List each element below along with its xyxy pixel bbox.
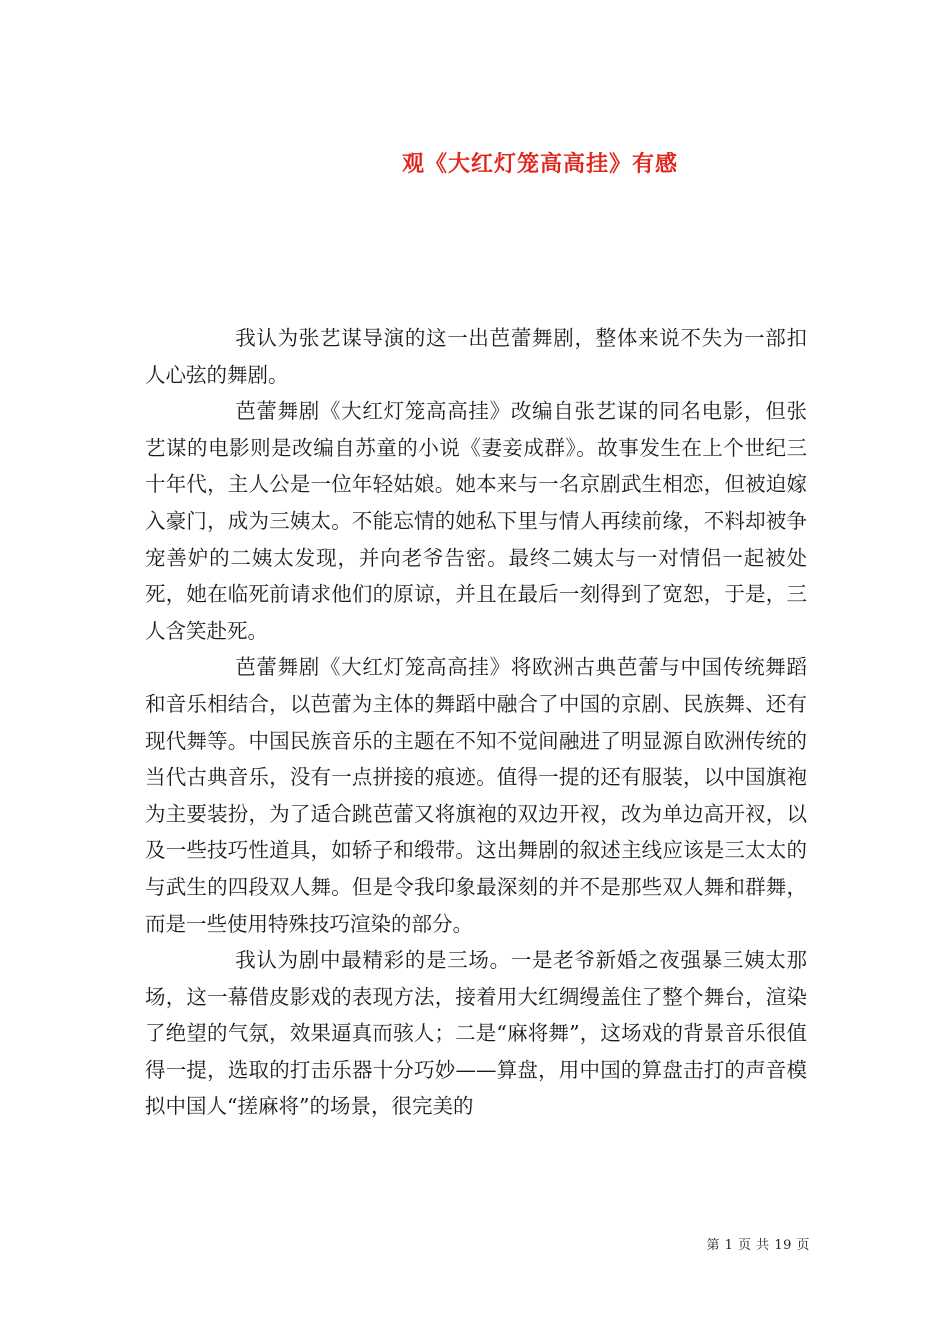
document-body [145,320,807,1125]
paragraph-style: 芭蕾舞剧《大红灯笼高高挂》将欧洲古典芭蕾与中国传统舞蹈和音乐相结合，以芭蕾为主体的舞蹈中融合了中国的京剧、民族舞、还有现代舞等。中国民族音乐的主题在不知不觉间融进了明显源自欧洲传统的当代古典音乐，没有一点拼接的痕迹。值得一提的还有服装，以中国旗袍为主要装扮，为了适合跳芭蕾又将旗袍的双边开衩，改为单边高开衩，以及一些技巧性道具，如轿子和缎带。这出舞剧的叙述主线应该是三太太的与武生的四段双人舞。但是令我印象最深刻的并不是那些双人舞和群舞，而是一些使用特殊技巧渲染的部分。 [145,655,807,936]
paragraph-plot: 芭蕾舞剧《大红灯笼高高挂》改编自张艺谋的同名电影，但张艺谋的电影则是改编自苏童的小说《妻妾成群》。故事发生在上个世纪三十年代，主人公是一位年轻姑娘。她本来与一名京剧武生相恋，但被迫嫁入豪门，成为三姨太。不能忘情的她私下里与情人再续前缘，不料却被争宠善妒的二姨太发现，并向老爷告密。最终二姨太与一对情侣一起被处死，她在临死前请求他们的原谅，并且在最后一刻得到了宽恕，于是，三人含笑赴死。 [145,399,807,643]
paragraph-intro: 我认为张艺谋导演的这一出芭蕾舞剧，整体来说不失为一部扣人心弦的舞剧。 [145,326,807,387]
page-number: 第 1 页 共 19 页 [706,1238,810,1253]
document-title: 观《大红灯笼高高挂》有感 [401,150,678,177]
paragraph-highlights: 我认为剧中最精彩的是三场。一是老爷新婚之夜强暴三姨太那场，这一幕借皮影戏的表现方法，接着用大红绸缦盖住了整个舞台，渲染了绝望的气氛，效果逼真而骇人；二是“麻将舞”，这场戏的背景音乐很值得一提，选取的打击乐器十分巧妙——算盘，用中国的算盘击打的声音模拟中国人“搓麻将”的场景，很完美的 [145,948,807,1119]
